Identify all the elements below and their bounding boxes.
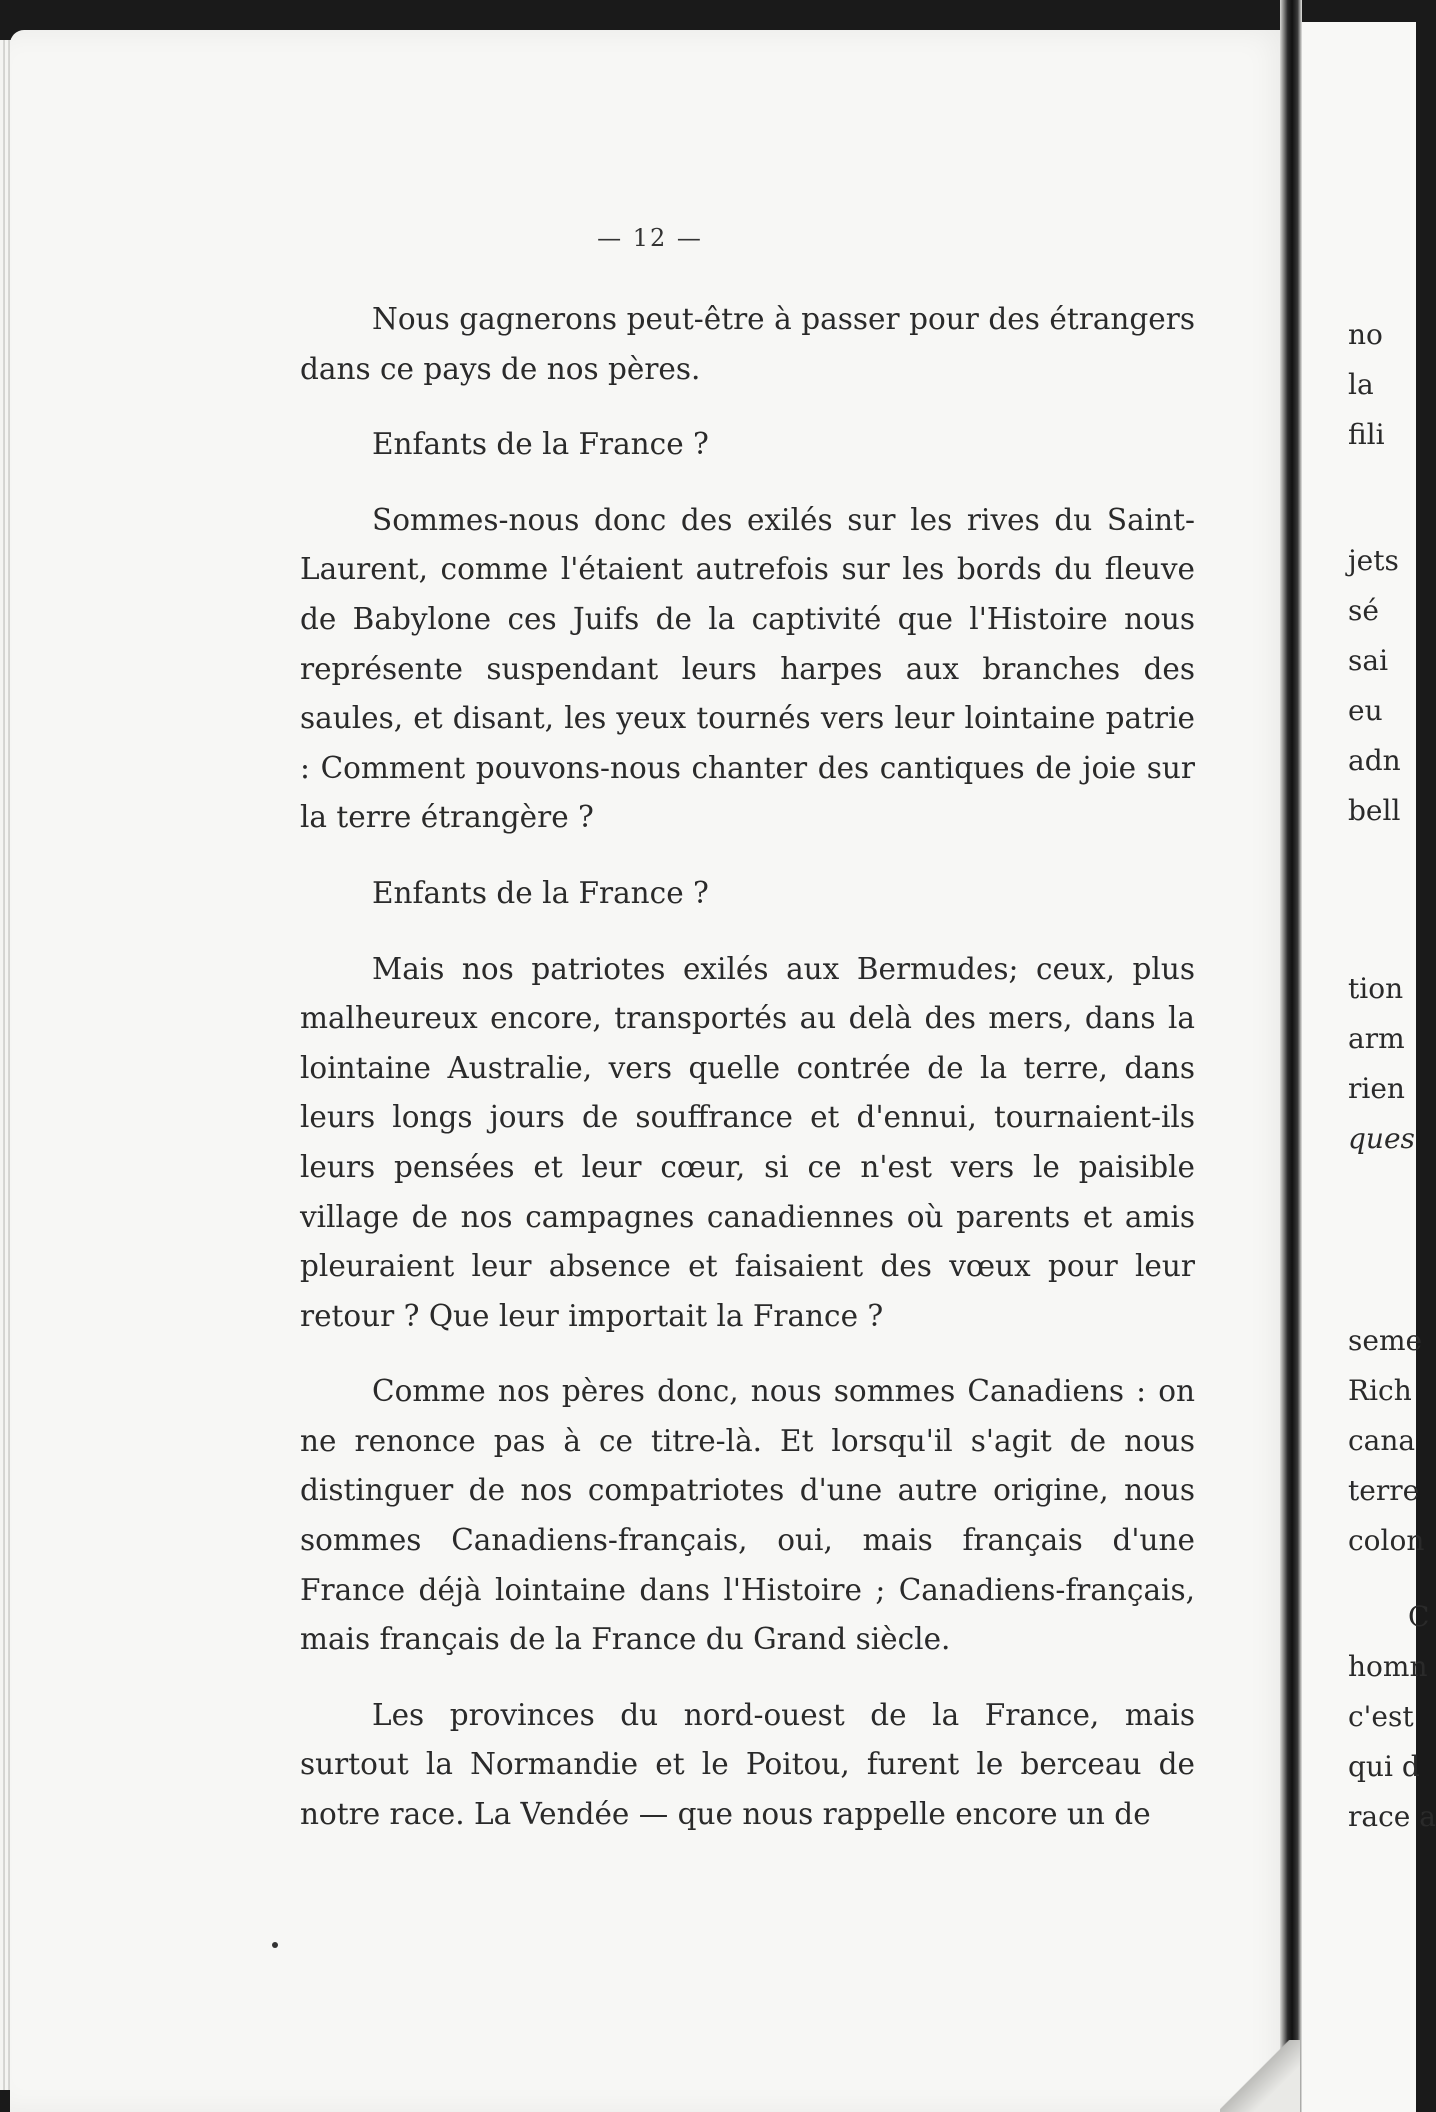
right-page-fragment: eu [1348,694,1383,727]
paragraph: Nous gagnerons peut-être à passer pour des étrangers dans ce pays de nos pères. [300,302,1195,386]
right-page-fragment: adn [1348,744,1401,777]
right-page [1302,22,1436,2112]
right-page-fragment: cana [1348,1424,1416,1457]
right-page-fragment: tion [1348,972,1404,1005]
paragraph: Comme nos pères donc, nous sommes Canadiens : on ne renonce pas à ce titre-là. Et lorsqu'il s'agit de nous distinguer de nos compatriotes d'une autre origine, nous sommes Canadiens-français, oui, mais français d'une France déjà lointaine dans l'Histoire ; Canadiens-français, mais français de la France du Grand siècle. [300,1374,1195,1657]
right-page-fragment: ques [1348,1122,1415,1155]
page-curl [1220,2040,1300,2112]
right-page-fragment: bell [1348,794,1401,827]
right-page-fragment: no [1348,318,1383,351]
page-text [300,295,1195,1866]
paragraph: Sommes-nous donc des exilés sur les rives du Saint-Laurent, comme l'étaient autrefois sur les bords du fleuve de Babylone ces Juifs de la captivité que l'Histoire nous représente suspendant leurs harpes aux branches des saules, et disant, les yeux tournés vers leur lointaine patrie : Comment pouvons-nous chanter des cantiques de joie sur la terre étrangère ? [300,502,1195,835]
right-page-fragment: sé [1348,594,1379,627]
right-page-fragment: fili [1348,418,1385,451]
right-page-fragment: qui d [1348,1750,1420,1783]
paragraph: Enfants de la France ? [372,875,709,910]
right-page-fragment: c'est [1348,1700,1414,1733]
right-page-fragment: la [1348,368,1374,401]
paragraph: Enfants de la France ? [372,427,709,462]
specks [272,1942,278,1948]
paragraph: Mais nos patriotes exilés aux Bermudes; ceux, plus malheureux encore, transportés au delà des mers, dans la lointaine Australie, vers quelle contrée de la terre, dans leurs longs jours de souffrance et d'ennui, tournaient-ils leurs pensées et leur cœur, si ce n'est vers le paisible village de nos campagnes canadiennes où parents et amis pleuraient leur absence et faisaient des vœux pour leur retour ? Que leur importait la France ? [300,951,1195,1333]
paragraph: Les provinces du nord-ouest de la France, mais surtout la Normandie et le Poitou, furent le berceau de notre race. La Vendée — que nous rappelle encore un de [300,1697,1195,1832]
right-page-fragment: race a [1348,1800,1436,1833]
right-page-fragment: arm [1348,1022,1405,1055]
right-page-fragment: jets [1348,544,1399,577]
right-page-fragment: Rich [1348,1374,1412,1407]
page-number: — 12 — [597,224,703,252]
right-page-fragment: homn [1348,1650,1428,1683]
book-gutter [1280,0,1302,2112]
right-page-fragment: terre [1348,1474,1420,1507]
right-page-fragment: C [1408,1600,1430,1633]
right-page-fragment: sai [1348,644,1389,677]
right-page-fragment: rien [1348,1072,1405,1105]
right-page-fragment: colon [1348,1524,1425,1557]
right-page-fragment: seme [1348,1324,1423,1357]
